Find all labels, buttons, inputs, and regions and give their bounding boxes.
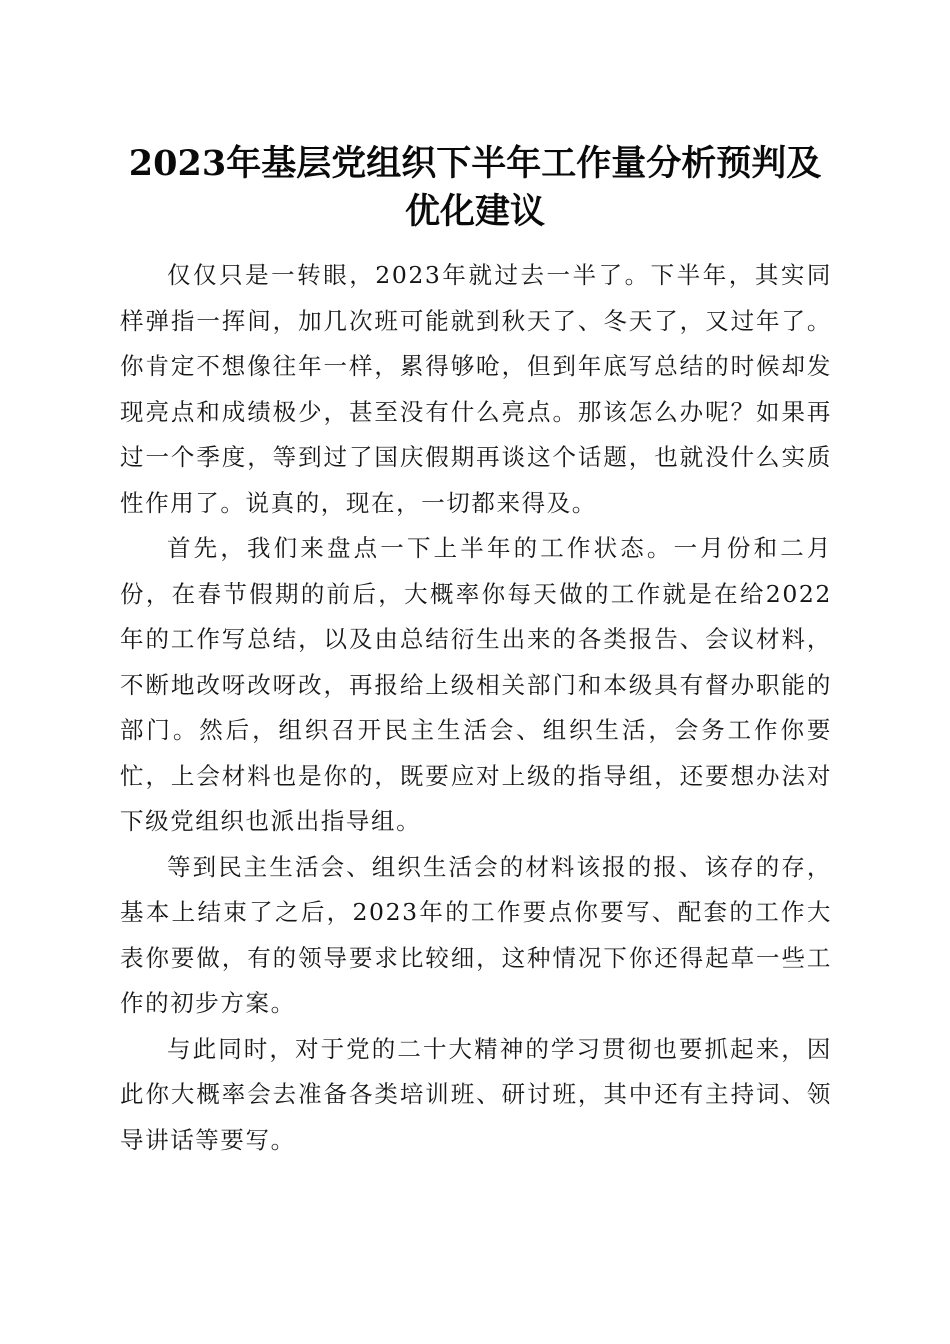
document-body bbox=[120, 253, 832, 1163]
document-title bbox=[100, 140, 850, 236]
paragraph: 与此同时，对于党的二十大精神的学习贯彻也要抓起来，因此你大概率会去准备各类培训班、研讨班，其中还有主持词、领导讲话等要写。 bbox=[120, 1034, 832, 1154]
paragraph: 首先，我们来盘点一下上半年的工作状态。一月份和二月份，在春节假期的前后，大概率你每天做的工作就是在给2022年的工作写总结，以及由总结衍生出来的各类报告、会议材料，不断地改呀改呀改，再报给上级相关部门和本级具有督办职能的部门。然后，组织召开民主生活会、组织生活，会务工作你要忙，上会材料也是你的，既要应对上级的指导组，还要想办法对下级党组织也派出指导组。 bbox=[120, 534, 832, 835]
paragraph: 等到民主生活会、组织生活会的材料该报的报、该存的存，基本上结束了之后，2023年的工作要点你要写、配套的工作大表你要做，有的领导要求比较细，这种情况下你还得起草一些工作的初步方案。 bbox=[120, 852, 832, 1017]
title-line-2: 优化建议 bbox=[404, 191, 545, 232]
paragraph: 仅仅只是一转眼，2023年就过去一半了。下半年，其实同样弹指一挥间，加几次班可能就到秋天了、冬天了，又过年了。你肯定不想像往年一样，累得够呛，但到年底写总结的时候却发现亮点和成绩极少，甚至没有什么亮点。那该怎么办呢？如果再过一个季度，等到过了国庆假期再谈这个话题，也就没什么实质性作用了。说真的，现在，一切都来得及。 bbox=[120, 261, 832, 517]
title-line-1: 2023年基层党组织下半年工作量分析预判及 bbox=[128, 143, 822, 184]
